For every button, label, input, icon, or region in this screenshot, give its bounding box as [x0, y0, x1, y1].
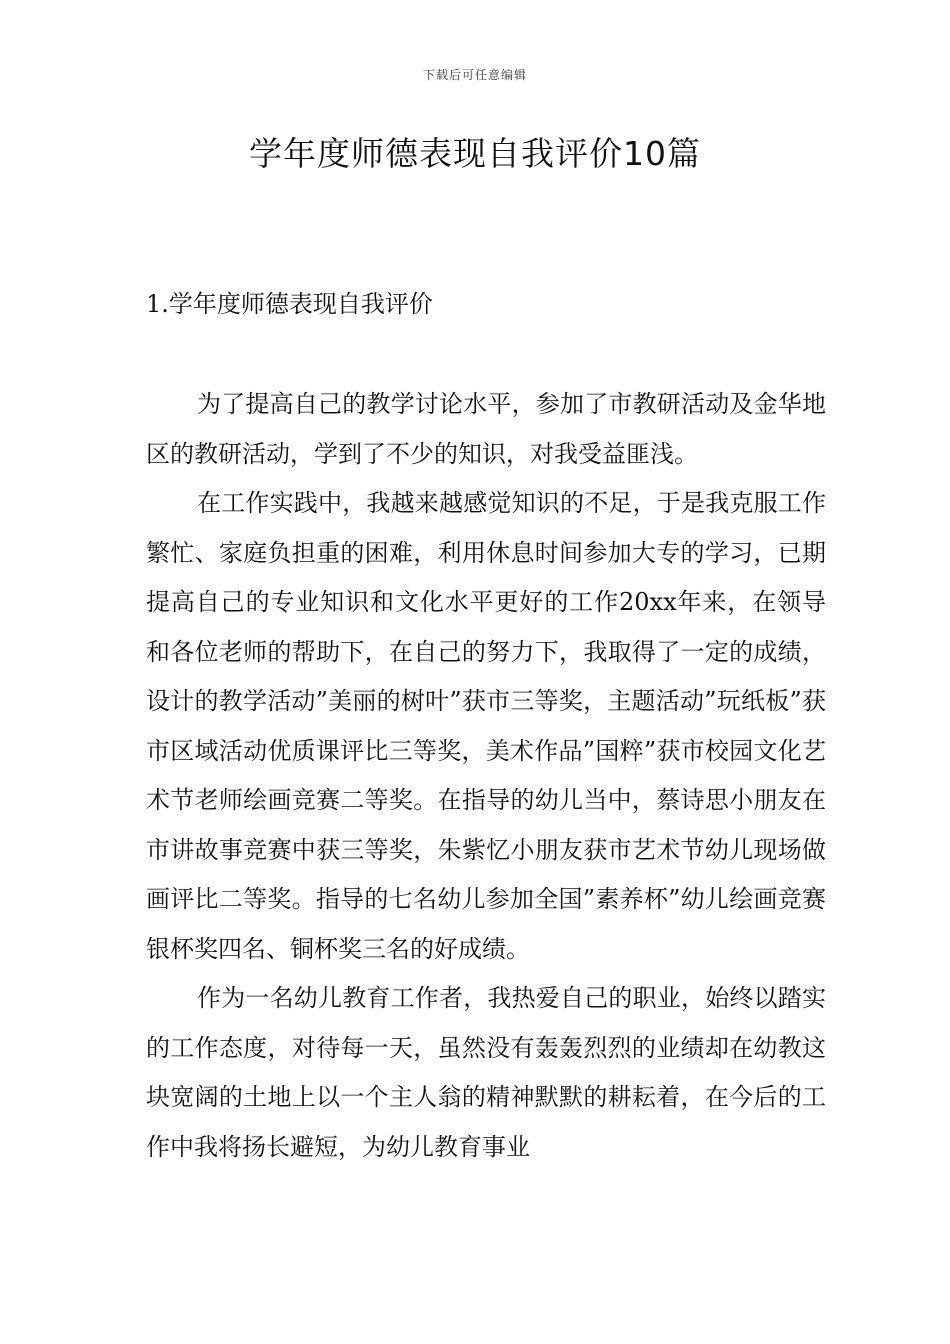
paragraph-2: 在工作实践中，我越来越感觉知识的不足，于是我克服工作繁忙、家庭负担重的困难，利用休息时间参加大专的学习，已期提高自己的专业知识和文化水平更好的工作20xx年来，在领导和各位老师的帮助下，在自己的努力下，我取得了一定的成绩，设计的教学活动”美丽的树叶”获市三等奖，主题活动”玩纸板”获市区域活动优质课评比三等奖，美术作品”国粹”获市校园文化艺术节老师绘画竞赛二等奖。在指导的幼儿当中，蔡诗思小朋友在市讲故事竞赛中获三等奖，朱紫忆小朋友获市艺术节幼儿现场做画评比二等奖。指导的七名幼儿参加全国”素养杯”幼儿绘画竞赛银杯奖四名、铜杯奖三名的好成绩。	[146, 489, 826, 963]
paragraph-3: 作为一名幼儿教育工作者，我热爱自己的职业，始终以踏实的工作态度，对待每一天，虽然没有轰轰烈烈的业绩却在幼教这块宽阔的土地上以一个主人翁的精神默默的耕耘着，在今后的工作中我将扬长避短，为幼儿教育事业	[146, 984, 826, 1161]
document-title: 学年度师德表现自我评价10篇	[249, 134, 701, 173]
document-body	[146, 380, 826, 1172]
section-heading: 1.学年度师德表现自我评价	[146, 290, 433, 318]
header-note: 下载后可任意编辑	[422, 68, 527, 82]
paragraph-1: 为了提高自己的教学讨论水平，参加了市教研活动及金华地区的教研活动，学到了不少的知识，对我受益匪浅。	[146, 390, 826, 468]
